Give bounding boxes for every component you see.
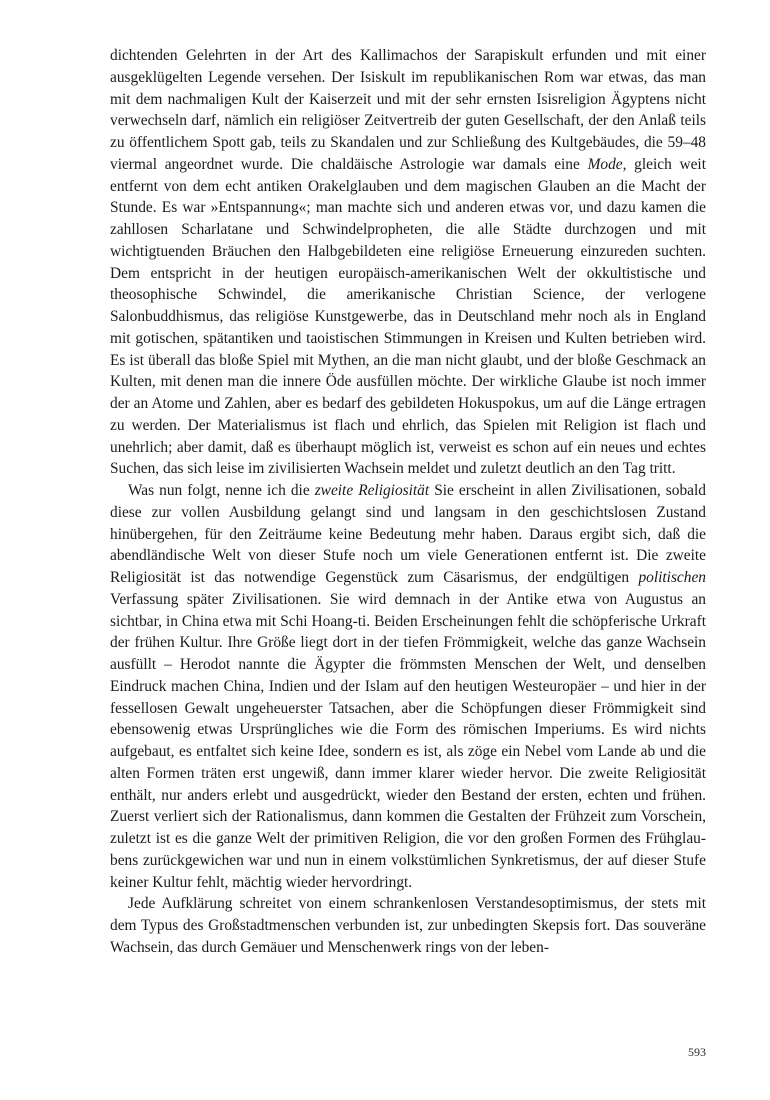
text-run: Verfassung später Zivilisationen. Sie wird demnach in der Antike etwa von Augustus an sichtbar, in China etwa mit Schi Hoang-ti. Beiden Erscheinungen fehlt die schöpferische Urkraft der frühen Kultur. Ihre Größe liegt dort in der tiefen Frömmigkeit, welche das ganze Wachsein ausfüllt – Herodot nannte die Ägypter die frömmsten Menschen der Welt, und denselben Eindruck machen China, Indien und der Islam auf den heutigen Westeuropäer – und hier in der fessellosen Gewalt ungeheuerster Tatsachen, aber die Schöpfungen dieser Frömmigkeit sind ebensowenig etwas Ursprüngliches wie die Form des römischen Imperiums. Es wird nichts aufgebaut, es entfaltet sich keine Idee, sondern es ist, als zöge ein Nebel vom Lande ab und die alten Formen träten erst ungewiß, dann immer klarer wieder hervor. Die zweite Religiosität enthält, nur anders erlebt und ausgedrückt, wieder den Bestand der ersten, echten und frühen. Zuerst verliert sich der Rationalismus, dann kommen die Gestalten der Frühzeit zum Vorschein, zuletzt ist es die ganze Welt der primitiven Religion, die vor den großen Formen des Frühglaubens zurückgewichen war und nun in einem volkstümlichen Synkretismus, der auf dieser Stufe keiner Kultur fehlt, mächtig wieder hervordringt. — [110, 590, 706, 891]
text-run: dichtenden Gelehrten in der Art des Kallimachos der Sarapiskult erfunden und mit einer ausgeklügelten Legende versehen. Der Isiskult im republikanischen Rom war etwas, das man mit dem nachmaligen Kult der Kaiserzeit und mit der sehr ernsten Isisreligion Ägyptens nicht verwechseln darf, nämlich ein religiöser Zeitvertreib der guten Gesellschaft, der den Anlaß teils zu öffentlichem Spott gab, teils zu Skandalen und zur Schließung des Kultgebäudes, die 59–48 viermal angeordnet wurde. Die chaldäische Astrologie war damals eine — [110, 47, 706, 173]
page-body — [110, 45, 706, 959]
paragraph-2 — [110, 480, 706, 893]
italic-text-run: zweite Religiosität — [314, 482, 430, 499]
text-run: gleich weit entfernt von dem echt antiken Orakelglauben und dem magischen Glauben an die Macht der Stunde. Es war »Entspannung«; man machte sich und anderen etwas vor, und dazu kamen die zahllosen Scharlatane und Schwindelpropheten, die alle Städte durchzogen und mit wichtigtuenden Bräuchen den Halbgebildeten eine religiöse Erneuerung einzureden suchten. Dem entspricht in der heutigen europäisch-amerikanischen Welt der okkultistische und theosophische Schwindel, die amerikanische Christian Science, der verlogene Salonbuddhismus, das religiöse Kunstgewerbe, das in Deutschland mehr noch als in England mit gotischen, spätantiken und taoistischen Stimmungen in Kreisen und Kulten betrieben wird. Es ist überall das bloße Spiel mit Mythen, an die man nicht glaubt, und der bloße Geschmack an Kulten, mit denen man die innere Öde ausfüllen möchte. Der wirkliche Glaube ist noch immer der an Atome und Zahlen, aber es bedarf des gebildeten Hokuspokus, um auf die Länge ertragen zu werden. Der Materialismus ist flach und ehrlich, das Spielen mit Religion ist flach und unehrlich; aber damit, daß es überhaupt möglich ist, verweist es schon auf ein neues und echtes Suchen, das sich leise im zivilisierten Wachsein meldet und zuletzt deutlich an den Tag tritt. — [110, 155, 706, 478]
text-run: Sie erscheint in allen Zivilisationen, sobald diese zur vollen Ausbildung gelangt sind und langsam in den geschichtslosen Zustand hinübergehen, für den Zeiträume keine Bedeutung mehr haben. Daraus ergibt sich, daß die abendländische Welt von dieser Stufe noch um viele Generationen entfernt ist. Die zweite Religiosität ist das notwendige Gegenstück zum Cäsarismus, der endgültigen — [110, 482, 706, 586]
paragraph-3 — [110, 893, 706, 958]
italic-text-run: Mode, — [587, 155, 627, 173]
page-number: 593 — [688, 1045, 706, 1059]
paragraph-1 — [110, 45, 706, 480]
text-run: Was nun folgt, nenne ich die — [128, 482, 315, 499]
text-run: Jede Aufklärung schreitet von einem schrankenlosen Verstandesoptimismus, der stets mit dem Typus des Großstadtmenschen verbunden ist, zur unbedingten Skepsis fort. Das souveräne Wachsein, das durch Gemäuer und Menschenwerk rings von der leben- — [110, 895, 706, 956]
italic-text-run: politischen — [638, 569, 706, 586]
